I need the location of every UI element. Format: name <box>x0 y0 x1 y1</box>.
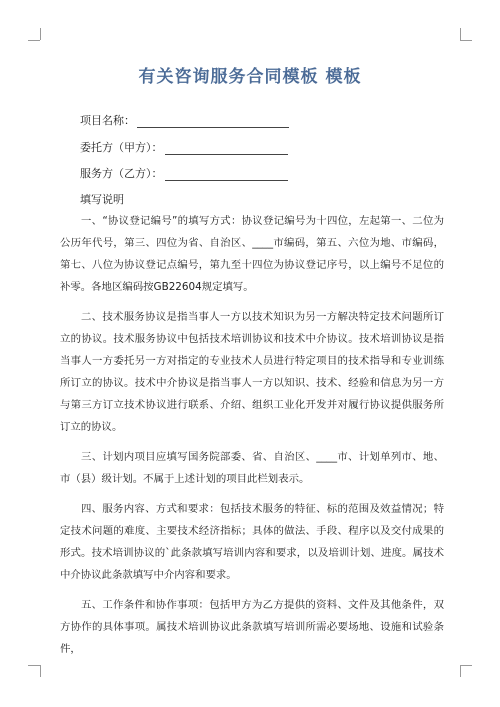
crop-mark <box>460 40 472 41</box>
crop-mark <box>40 665 41 677</box>
service-party-blank[interactable] <box>165 168 288 181</box>
document-title: 有关咨询服务合同模板 模板 <box>138 67 362 87</box>
field-label: 委托方（甲方）： <box>80 141 163 154</box>
crop-mark <box>28 40 40 41</box>
field-label: 服务方（乙方）： <box>80 167 163 180</box>
instructions-heading: 填写说明 <box>80 193 124 206</box>
crop-mark <box>460 665 461 677</box>
crop-mark <box>40 28 41 40</box>
crop-mark <box>28 665 40 666</box>
paragraph: 一、“协议登记编号”的填写方式：协议登记编号为十四位，左起第一、二位为公历年代号，第三、四位为省、自治区、____市编码，第五、六位为地、市编码，第七、八位为协议登记点编号，第九至十四位为协议登记序号，以上编号不足位的补零。各地区编码按GB22604规定填写。 <box>60 215 444 293</box>
instructions-body <box>60 210 444 668</box>
client-party-field <box>80 139 288 155</box>
paragraph: 四、服务内容、方式和要求：包括技术服务的特征、标的范围及效益情况；特定技术问题的难度、主要技术经济指标；具体的做法、手段、程序以及交付成果的形式。技术培训协议的`此条款填写培训内容和要求，以及培训计划、进度。属技术中介协议此条款填写中介内容和要求。 <box>60 503 444 581</box>
crop-mark <box>460 665 472 666</box>
client-party-blank[interactable] <box>165 142 288 155</box>
service-party-field <box>80 165 288 181</box>
paragraph: 三、计划内项目应填写国务院部委、省、自治区、____市、计划单列市、地、市（县）级计划。不属于上述计划的项目此栏划表示。 <box>60 451 444 485</box>
field-label: 项目名称： <box>80 114 135 127</box>
paragraph: 五、工作条件和协作事项：包括甲方为乙方提供的资料、文件及其他条件，双方协作的具体事项。属技术培训协议此条款填写培训所需必要场地、设施和试验条件， <box>60 599 444 655</box>
crop-mark <box>460 28 461 40</box>
project-name-field <box>80 112 289 128</box>
project-name-blank[interactable] <box>137 115 289 128</box>
paragraph: 二、技术服务协议是指当事人一方以技术知识为另一方解决特定技术问题所订立的协议。技术服务协议中包括技术培训协议和技术中介协议。技术培训协议是指当事人一方委托另一方对指定的专业技术人员进行特定项目的技术指导和专业训练所订立的协议。技术中介协议是指当事人一方以知识、技术、经验和信息为另一方与第三方订立技术协议进行联系、介绍、组织工业化开发并对履行协议提供服务所订立的协议。 <box>60 311 444 433</box>
